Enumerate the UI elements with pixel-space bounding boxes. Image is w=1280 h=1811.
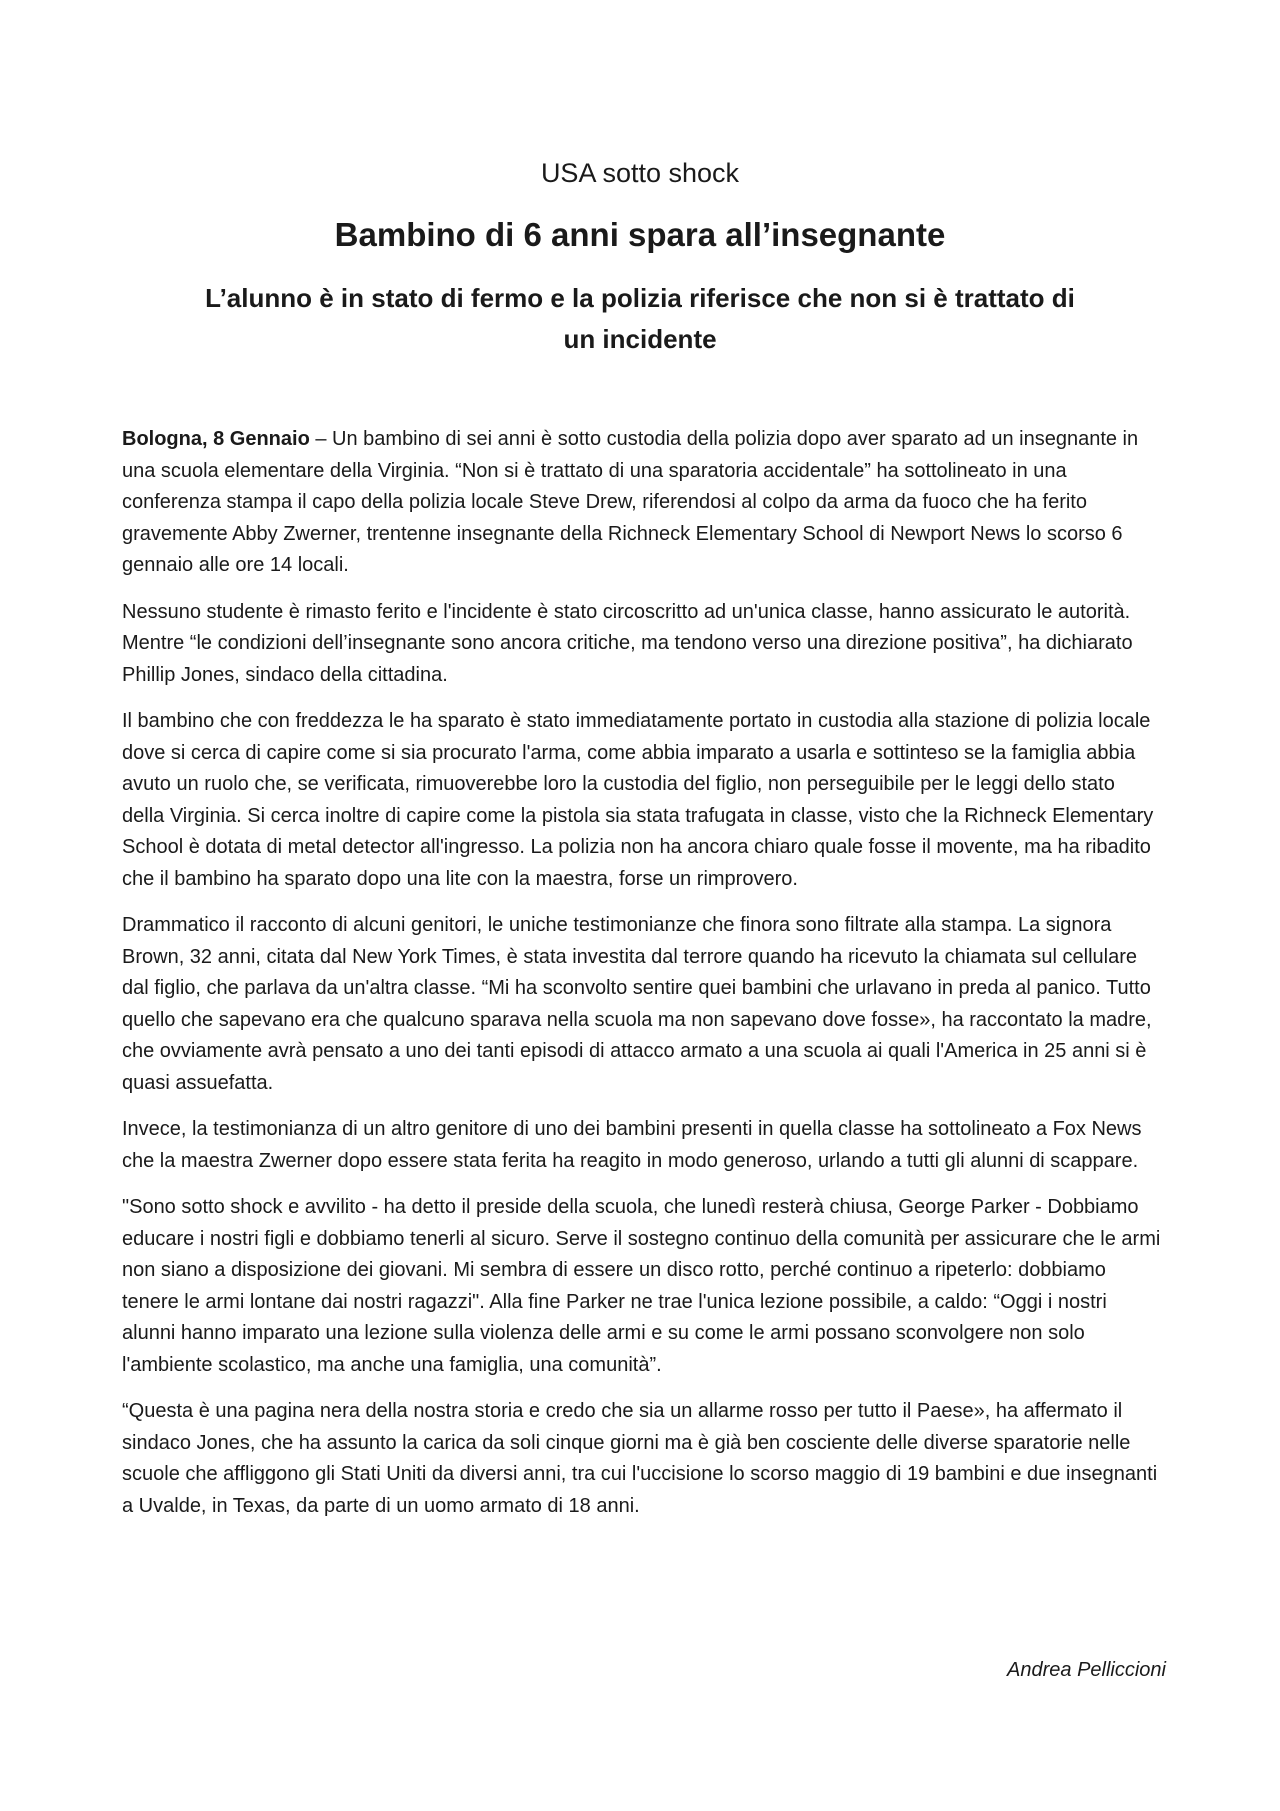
article-dateline: Bologna, 8 Gennaio <box>122 428 310 450</box>
article-paragraph-7: “Questa è una pagina nera della nostra storia e credo che sia un allarme rosso per tutto il Paese», ha affermato il sindaco Jones, che ha assunto la carica da soli cinque giorni ma è già ben cosciente delle diverse sparatorie nelle scuole che affliggono gli Stati Uniti da diversi anni, tra cui l'uccisione lo scorso maggio di 19 bambini e due insegnanti a Uvalde, in Texas, da parte di un uomo armato di 18 anni. <box>122 1400 1158 1517</box>
article-kicker: USA sotto shock <box>540 158 740 188</box>
article-paragraph-3: Il bambino che con freddezza le ha sparato è stato immediatamente portato in custodia alla stazione di polizia locale dove si cerca di capire come si sia procurato l'arma, come abbia imparato a usarla e sottinteso se la famiglia abbia avuto un ruolo che, se verificata, rimuoverebbe loro la custodia del figlio, non perseguibile per le leggi dello stato della Virginia. Si cerca inoltre di capire come la pistola sia stata trafugata in classe, visto che la Richneck Elementary School è dotata di metal detector all'ingresso. La polizia non ha ancora chiaro quale fosse il movente, ma ha ribadito che il bambino ha sparato dopo una lite con la maestra, forse un rimprovero. <box>122 710 1154 890</box>
article-paragraph-2: Nessuno studente è rimasto ferito e l'incidente è stato circoscritto ad un'unica classe, hanno assicurato le autorità. Mentre “le condizioni dell’insegnante sono ancora critiche, ma tendono verso una direzione positiva”, ha dichiarato Phillip Jones, sindaco della cittadina. <box>122 600 1133 686</box>
article-body <box>122 424 1162 1537</box>
article-paragraph-1 <box>122 424 1162 582</box>
article-author: Andrea Pelliccioni <box>1007 1659 1166 1681</box>
article-paragraph-6: "Sono sotto shock e avvilito - ha detto il preside della scuola, che lunedì resterà chiusa, George Parker - Dobbiamo educare i nostri figli e dobbiamo tenerli al sicuro. Serve il sostegno continuo della comunità per assicurare che le armi non siano a disposizione dei giovani. Mi sembra di essere un disco rotto, perché continuo a ripeterlo: dobbiamo tenere le armi lontane dai nostri ragazzi". Alla fine Parker ne trae l'unica lezione possibile, a caldo: “Oggi i nostri alunni hanno imparato una lezione sulla violenza delle armi e su come le armi possano sconvolgere non solo l'ambiente scolastico, ma anche una famiglia, una comunità”. <box>122 1196 1161 1376</box>
article-paragraph-5: Invece, la testimonianza di un altro genitore di uno dei bambini presenti in quella classe ha sottolineato a Fox News che la maestra Zwerner dopo essere stata ferita ha reagito in modo generoso, urlando a tutti gli alunni di scappare. <box>122 1118 1142 1172</box>
article-paragraph-1-text: – Un bambino di sei anni è sotto custodia della polizia dopo aver sparato ad un insegnante in una scuola elementare della Virginia. “Non si è trattato di una sparatoria accidentale” ha sottolineato in una conferenza stampa il capo della polizia locale Steve Drew, riferendosi al colpo da arma da fuoco che ha ferito gravemente Abby Zwerner, trentenne insegnante della Richneck Elementary School di Newport News lo scorso 6 gennaio alle ore 14 locali. <box>122 428 1139 576</box>
article-headline: Bambino di 6 anni spara all’insegnante <box>334 216 946 253</box>
article-paragraph-4: Drammatico il racconto di alcuni genitori, le uniche testimonianze che finora sono filtrate alla stampa. La signora Brown, 32 anni, citata dal New York Times, è stata investita dal terrore quando ha ricevuto la chiamata sul cellulare dal figlio, che parlava da un'altra classe. “Mi ha sconvolto sentire quei bambini che urlavano in preda al panico. Tutto quello che sapevano era che qualcuno sparava nella scuola ma non sapevano dove fosse», ha raccontato la madre, che ovviamente avrà pensato a uno dei tanti episodi di attacco armato a una scuola ai quali l'America in 25 anni si è quasi assuefatta. <box>122 914 1152 1094</box>
article-subheadline: L’alunno è in stato di fermo e la polizia riferisce che non si è trattato di un incidente <box>205 283 1075 354</box>
